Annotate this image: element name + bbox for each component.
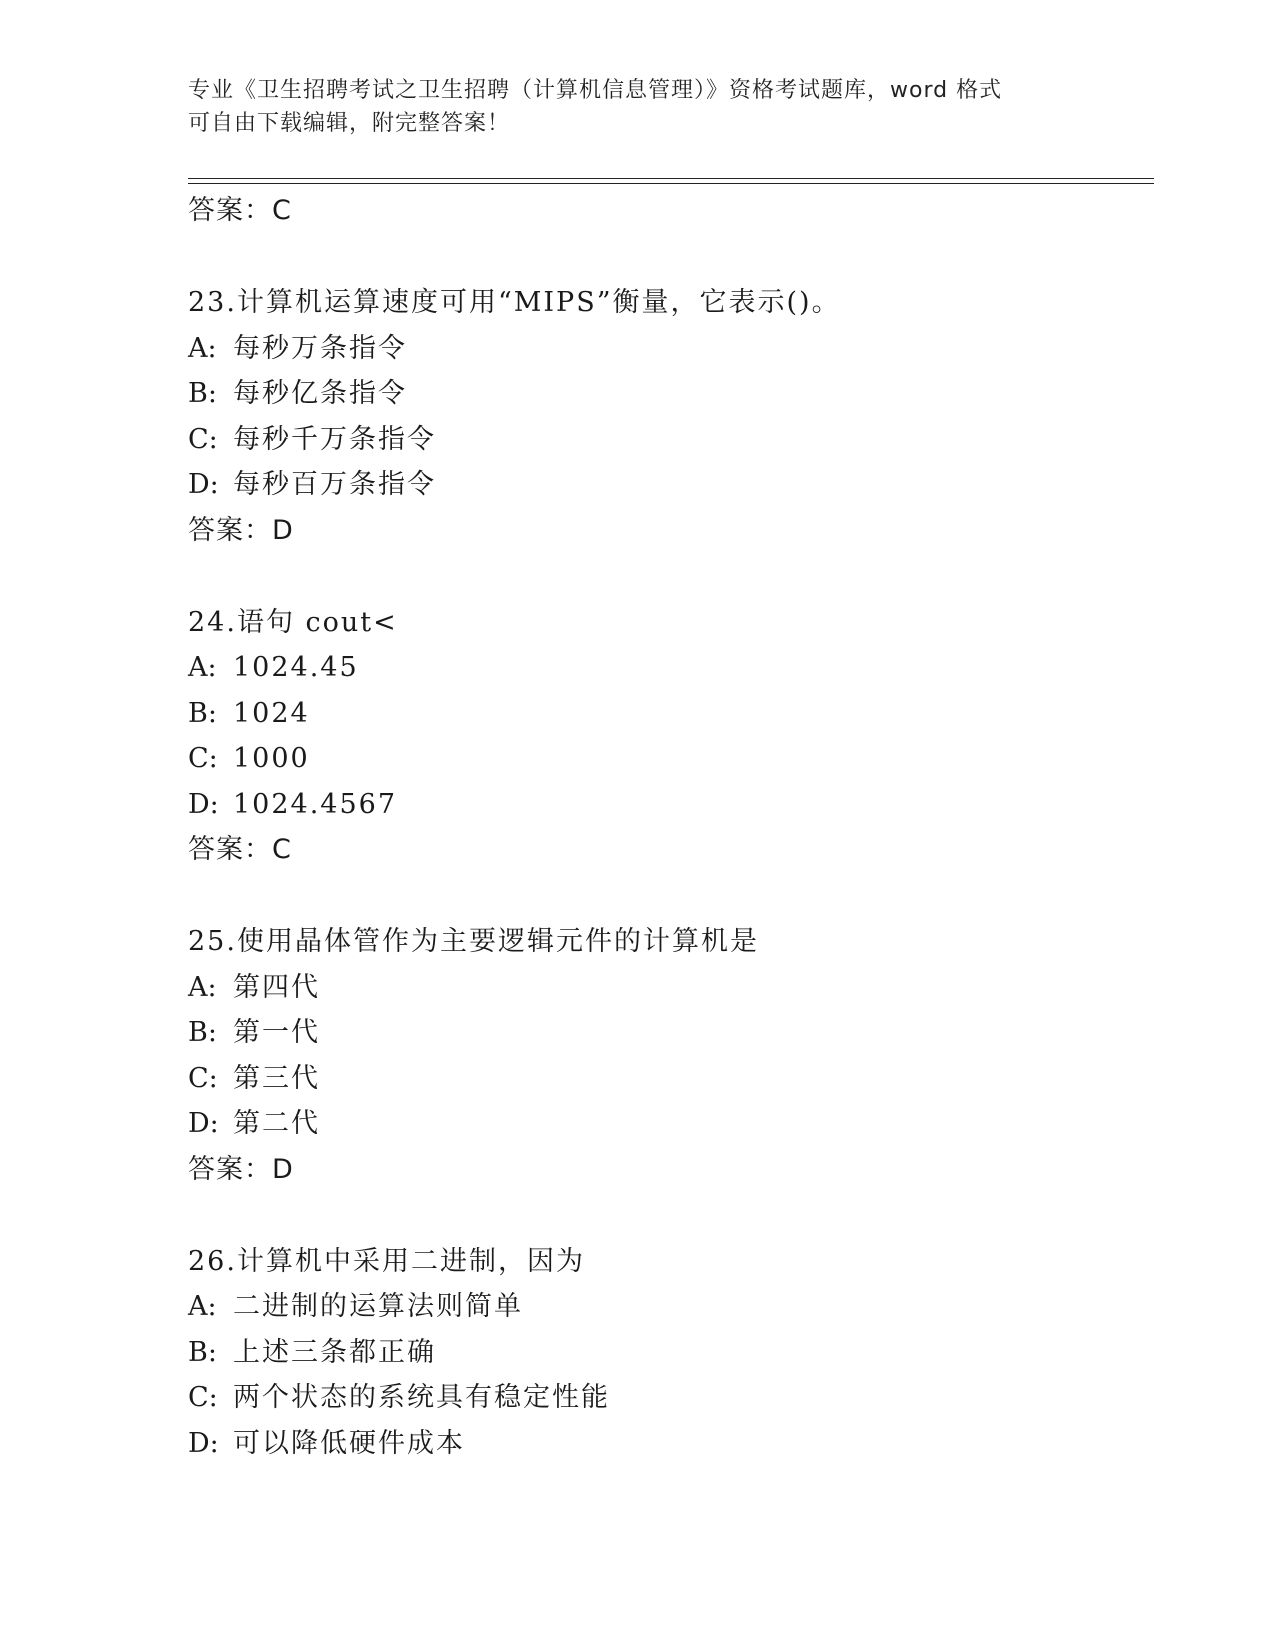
- spacer: [188, 873, 1148, 919]
- question-text: 25.使用晶体管作为主要逻辑元件的计算机是: [188, 926, 759, 957]
- option-d: [188, 1101, 1148, 1147]
- option-label: A:: [188, 332, 217, 364]
- option-label: A:: [188, 1291, 217, 1322]
- option-label: A:: [188, 652, 217, 683]
- option-d: [188, 782, 1148, 828]
- question-23: [188, 280, 1148, 554]
- option-label: D:: [188, 1108, 219, 1139]
- option-label: B:: [188, 697, 217, 729]
- option-c: [188, 736, 1148, 782]
- answer: 答案：C: [188, 834, 292, 865]
- answer: 答案：D: [188, 514, 294, 546]
- option-text: 每秒万条指令: [233, 332, 407, 364]
- header-rule-bottom: [188, 183, 1154, 184]
- option-text: 每秒亿条指令: [233, 378, 407, 409]
- question-26: [188, 1239, 1148, 1467]
- option-c: [188, 417, 1148, 463]
- spacer: [188, 554, 1148, 600]
- option-text: 第三代: [233, 1062, 320, 1094]
- option-b: [188, 371, 1148, 417]
- question-25: [188, 919, 1148, 1193]
- option-label: B:: [188, 1336, 217, 1368]
- document-body: [188, 188, 1148, 1466]
- option-c: [188, 1056, 1148, 1102]
- option-d: [188, 1421, 1148, 1467]
- option-label: B:: [188, 378, 217, 409]
- option-text: 第四代: [233, 971, 320, 1003]
- option-text: 两个状态的系统具有稳定性能: [233, 1382, 610, 1413]
- option-text: 1000: [233, 743, 310, 774]
- document-header: [188, 74, 1068, 140]
- option-label: C:: [188, 423, 218, 455]
- option-d: [188, 462, 1148, 508]
- option-text: 第二代: [233, 1108, 320, 1139]
- option-text: 1024.45: [233, 652, 359, 683]
- option-label: C:: [188, 743, 218, 774]
- option-text: 第一代: [233, 1017, 320, 1048]
- option-label: C:: [188, 1062, 218, 1094]
- option-text: 可以降低硬件成本: [233, 1427, 465, 1459]
- previous-answer: 答案：C: [188, 195, 292, 226]
- header-rule-top: [188, 178, 1154, 179]
- option-label: D:: [188, 469, 219, 500]
- question-24: [188, 600, 1148, 874]
- option-label: A:: [188, 971, 217, 1003]
- option-b: [188, 1330, 1148, 1376]
- header-line-1: 专业《卫生招聘考试之卫生招聘（计算机信息管理）》资格考试题库，word 格式: [188, 78, 1003, 103]
- option-text: 上述三条都正确: [233, 1336, 436, 1368]
- question-text: 24.语句 cout<: [188, 606, 398, 638]
- option-label: D:: [188, 788, 219, 820]
- answer: 答案：D: [188, 1153, 294, 1185]
- option-text: 每秒百万条指令: [233, 469, 436, 500]
- question-text: 23.计算机运算速度可用“MIPS”衡量，它表示()。: [188, 287, 841, 318]
- option-a: [188, 645, 1148, 691]
- option-a: [188, 326, 1148, 372]
- option-b: [188, 691, 1148, 737]
- option-a: [188, 1284, 1148, 1330]
- option-label: B:: [188, 1017, 217, 1048]
- option-b: [188, 1010, 1148, 1056]
- question-text: 26.计算机中采用二进制，因为: [188, 1245, 585, 1277]
- option-text: 二进制的运算法则简单: [233, 1291, 523, 1322]
- option-label: C:: [188, 1382, 218, 1413]
- option-a: [188, 965, 1148, 1011]
- option-text: 每秒千万条指令: [233, 423, 436, 455]
- option-c: [188, 1375, 1148, 1421]
- option-label: D:: [188, 1427, 219, 1459]
- spacer: [188, 1193, 1148, 1239]
- option-text: 1024: [233, 697, 310, 729]
- option-text: 1024.4567: [233, 788, 398, 820]
- spacer: [188, 234, 1148, 280]
- header-line-2: 可自由下载编辑，附完整答案！: [188, 111, 511, 136]
